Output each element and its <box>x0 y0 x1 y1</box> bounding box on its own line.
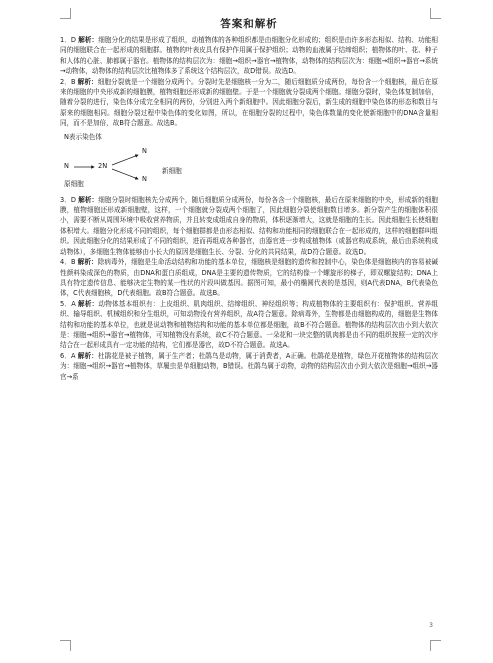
answer-number: 2．B <box>60 77 76 86</box>
answer-number: 6．A <box>60 351 76 360</box>
diagram-caption: N表示染色体 <box>64 132 102 141</box>
diagram-label-new: 新细胞 <box>162 166 182 175</box>
answer-paragraph-2 <box>60 77 438 129</box>
answer-label: 解析： <box>77 351 98 360</box>
answer-paragraph-3 <box>60 195 438 257</box>
diagram-label-original: 原细胞 <box>64 179 84 188</box>
answer-text: 动物体基本组织有：上皮组织、肌肉组织、结缔组织、神经组织等；构成植物体的主要组织有：保护组织、营养组织、输导组织、机械组织和分生组织，可知动物没有营养组织，故A符合题意。除病毒外，生物都是由细胞构成的，细胞是生物体结构和功能的基本单位，也就是说动物和植物结构和功能的基本单位都是细胞，故B不符合题意。植物体的结构层次由小到大依次是：细胞→组织→器官→植物体，可知植物没有系统，故C不符合题意。一朵花和一块完整的肌肉都是由不同的组织按照一定的次序结合在一起形成具有一定功能的结构，它们都是器官，故D不符合题意。故选A。 <box>60 299 439 350</box>
answer-paragraph-6 <box>60 351 438 382</box>
answer-number: 1．D <box>60 36 77 44</box>
answer-text: 除病毒外，细胞是生命活动结构和功能的基本单位，细胞核是细胞的遗传和控制中心，染色体是细胞核内的容易被碱性颜料染成深色的物质，由DNA和蛋白质组成，DNA是主要的遗传物质，它的结构像一个螺旋形的梯子，即双螺旋结构；DNA上具有特定遗传信息、能够决定生物的某一性状的片段叫做基因。据图可知，最小的椭圆代表的是基因，则A代表DNA，B代表染色体，C代表细胞核，D代表细胞。故B符合题意。故选B。 <box>60 258 439 298</box>
answer-text: 细胞分裂时细胞核先分成两个，随后细胞质分成两份，每份各含一个细胞核，最后在原来细胞的中央，形成新的细胞膜，植物细胞还形成新细胞壁，这样，一个细胞就分裂成两个细胞了，因此细胞分裂使细胞数目增多。新分裂产生的细胞体积很小，需要不断从周围环境中吸收营养物质，并且转变成组成自身的物质，体积逐渐增大，这就是细胞的生长。因此细胞生长使细胞体积增大。细胞分化形成不同的组织，每个细胞群都是由形态相似、结构和功能相同的细胞联合在一起形成的，这样的细胞群叫组织。因此细胞分化的结果形成了不同的组织，进而再组成各种器官，由器官进一步构成植物体（或器官构成系统，最后由系统构成动物体），多细胞生物体能够由小长大的原因是细胞生长、分裂、分化的共同结果，故D符合题意。故选D。 <box>60 195 438 256</box>
crop-mark-bottom-left <box>60 640 71 651</box>
answer-label: 解析： <box>78 299 99 308</box>
answer-paragraph-1 <box>60 35 438 77</box>
answer-number: 5．A <box>60 299 76 308</box>
chromosome-diagram <box>60 131 438 193</box>
answer-text: 杜鹃花是被子植物，属于生产者；杜鹃鸟是动物，属于消费者，A正确。杜鹃花是植物，绿色开花植物体的结构层次为：细胞→组织→器官→植物体，草履虫是单细胞动物，B错误。杜鹃鸟属于动物，动物的结构层次由小到大依次是细胞→组织→器官→系 <box>60 351 438 381</box>
crop-mark-bottom-right <box>430 640 441 651</box>
answer-paragraph-4 <box>60 257 438 299</box>
answer-number: 4．B <box>60 258 76 267</box>
answer-text: 细胞分裂就是一个细胞分成两个。分裂时先是细胞核一分为二，随后细胞质分成两份，每份含一个细胞核，最后在原来的细胞的中央形成新的细胞膜，植物细胞还形成新的细胞壁。于是一个细胞就分裂成两个细胞。细胞分裂时，染色体复制加倍，随着分裂的进行，染色体分成完全相同的两份，分别进入两个新细胞中。因此细胞分裂后，新生成的细胞中染色体的形态和数目与原来的细胞相同。细胞分裂过程中染色体的变化如图，所以，在细胞分裂的过程中，染色体数量的变化使新细胞中的DNA含量相同，而不是加倍，故B符合题意。故选B。 <box>60 77 439 128</box>
answer-label: 解析： <box>77 258 98 267</box>
answer-label: 解析： <box>78 195 99 204</box>
answer-label: 解析： <box>77 77 98 86</box>
diagram-n-top: N <box>142 146 147 155</box>
answer-number: 3．D <box>60 195 77 204</box>
document-page <box>60 16 438 382</box>
answer-label: 解析： <box>78 36 99 44</box>
answer-text: 细胞分化的结果是形成了组织，动植物体的各种组织都是由细胞分化形成的；组织是由许多形态相似、结构、功能相同的细胞联合在一起形成的细胞群。植物的叶表皮具有保护作用属于保护组织；动物的血液属于结缔组织；植物体的叶、花、种子和人体的心脏、肺都属于器官。植物体的结构层次为：细胞→组织→器官→植物体，动物体的结构层次为：细胞→组织→器官→系统→动物体，动物体的结构层次比植物体多了系统这个结构层次，故D错误。故选D。 <box>60 36 438 76</box>
diagram-2n: 2N <box>98 161 108 170</box>
diagram-n-bottom: N <box>142 174 147 183</box>
page-title: 答案和解析 <box>220 18 278 30</box>
answer-paragraph-5 <box>60 299 438 351</box>
page-number: 3 <box>429 622 433 629</box>
diagram-n-left: N <box>64 161 69 170</box>
